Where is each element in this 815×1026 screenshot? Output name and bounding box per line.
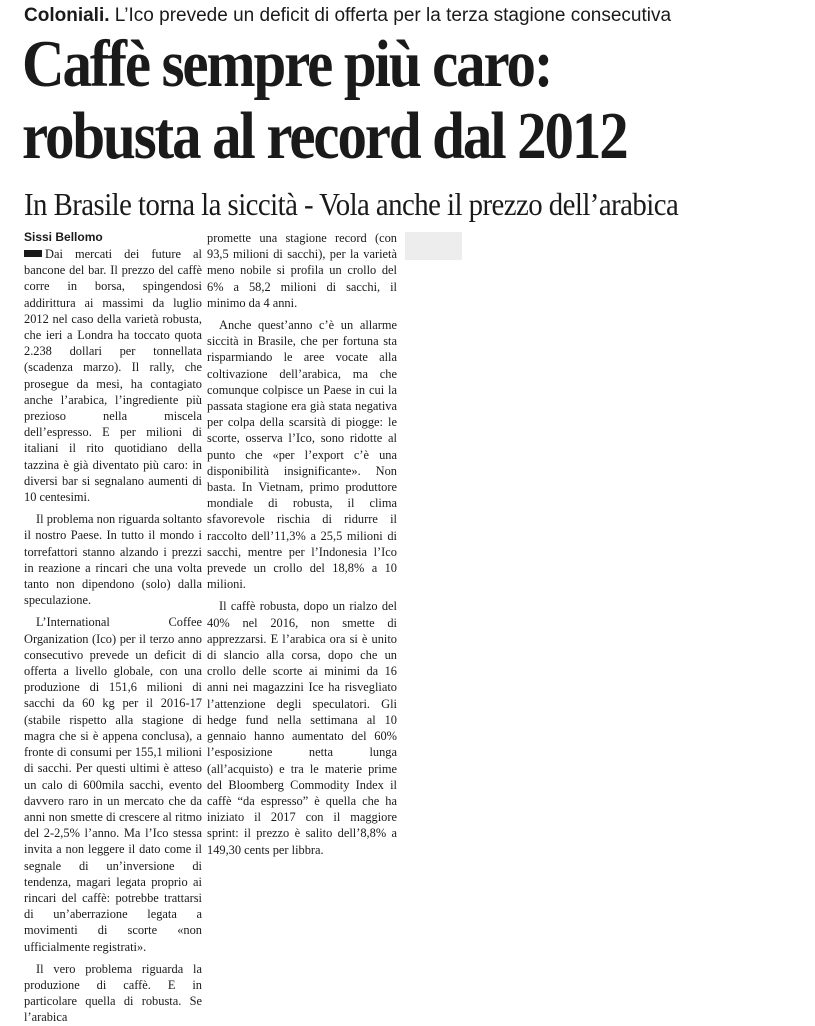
section-tag: Coloniali. — [24, 5, 110, 26]
headline-line-2: robusta al record dal 2012 — [22, 99, 627, 173]
paragraph — [24, 246, 202, 505]
headline — [22, 28, 717, 172]
kicker-text: L’Ico prevede un deficit di offerta per la terza stagione consecutiva — [114, 5, 672, 26]
article-column-2 — [207, 230, 397, 858]
kicker — [24, 4, 804, 28]
article-column-1 — [24, 246, 202, 1026]
subheadline: In Brasile torna la siccità - Vola anche il prezzo dell’arabica — [24, 186, 679, 222]
image-placeholder — [405, 232, 462, 260]
paragraph: Il vero problema riguarda la produzione di caffè. E in particolare quella di robusta. Se l’arabica — [24, 961, 202, 1025]
paragraph: Anche quest’anno c’è un allarme siccità in Brasile, che per fortuna sta risparmiando le aree vocate alla coltivazione dell’arabica, ma che comunque colpisce un Paese in cui la passata stagione era già stata negativa per colpa della scarsità di piogge: le scorte, osserva l’Ico, sono ridotte al punto che «per l’export c’è una disponibilità insignificante». Non basta. In Vietnam, primo produttore mondiale di robusta, il clima sfavorevole rischia di ridurre il raccolto dell’11,3% a 25,5 milioni di sacchi, mentre per l’Indonesia l’Ico prevede un crollo del 18,8% a 10 milioni. — [207, 318, 397, 592]
paragraph-text: Dai mercati dei future al bancone del bar. Il prezzo del caffè corre in borsa, spingendosi addirittura ai massimi da luglio 2012 nel caso della varietà robusta, che ieri a Londra ha toccato quota 2.238 dollari per tonnellata (scadenza marzo). Il rally, che prosegue da mesi, ha contagiato anche l’arabica, l’ingrediente più prezioso nella miscela dell’espresso. E per milioni di italiani il rito quotidiano della tazzina è già diventato più caro: in diversi bar si segnalano aumenti di 10 centesimi. — [24, 247, 202, 505]
lead-marker-icon — [24, 250, 42, 257]
headline-line-1: Caffè sempre più caro: — [22, 27, 552, 101]
paragraph: L’International Coffee Organization (Ico) per il terzo anno consecutivo prevede un deficit di offerta a livello globale, con una produzione di 151,6 milioni di sacchi da 60 kg per il 2016-17 (stabile rispetto alla stagione di magra che si è appena conclusa), a fronte di consumi per 155,1 milioni di sacchi. Per questi ultimi è atteso un calo di 600mila sacchi, evento davvero raro in un mercato che da anni non smette di crescere al ritmo del 2-2,5% l’anno. Ma l’Ico stessa invita a non leggere il dato come il segnale di un’inversione di tendenza, magari legata proprio ai rincari del caffè: potrebbe trattarsi di un’aberrazione legata a movimenti di scorte «non ufficialmente registrati». — [24, 615, 202, 954]
paragraph: Il problema non riguarda soltanto il nostro Paese. In tutto il mondo i torrefattori stanno alzando i prezzi in reazione a rincari che una volta tanto non dipendono (solo) dalla speculazione. — [24, 512, 202, 608]
byline: Sissi Bellomo — [24, 230, 103, 244]
paragraph: promette una stagione record (con 93,5 milioni di sacchi), per la varietà meno nobile si profila un crollo del 6% a 58,2 milioni di sacchi, il minimo da 4 anni. — [207, 231, 397, 310]
paragraph: Il caffè robusta, dopo un rialzo del 40% nel 2016, non smette di apprezzarsi. E l’arabica ora si è unito di slancio alla corsa, dopo che un crollo delle scorte ai minimi da 16 anni nei magazzini Ice ha risvegliato l’attenzione degli speculatori. Gli hedge fund nella settimana al 10 gennaio hanno aumentato del 60% l’esposizione netta lunga (all’acquisto) e tra le materie prime del Bloomberg Commodity Index il caffè “da espresso” è quella che ha iniziato il 2017 con il maggiore sprint: il prezzo è salito dell’8,8% a 149,30 cents per libbra. — [207, 599, 397, 857]
